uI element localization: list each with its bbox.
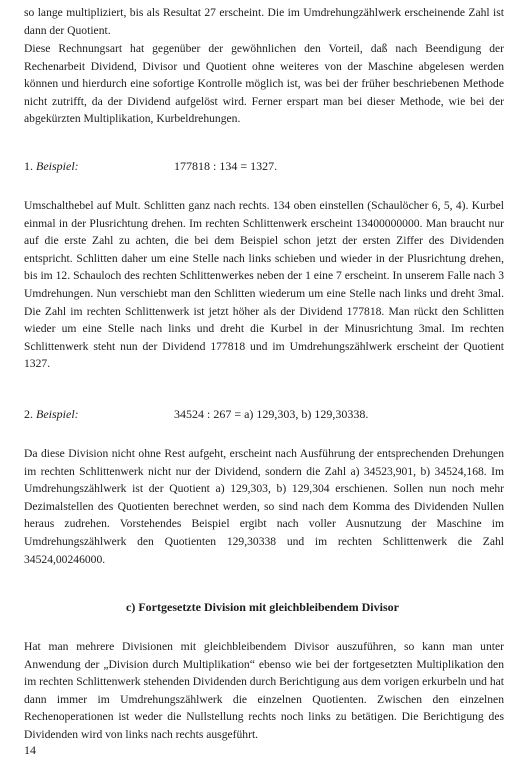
example-2-formula: 34524 : 267 = a) 129,303, b) 129,30338.: [174, 407, 369, 421]
paragraph-example-2-result: Da diese Division nicht ohne Rest aufgeht, erscheint nach Ausführung der entsprechenden Drehungen im rechten Schlittenwerk nicht nur der Dividend, sondern die Zahl a) 34523,901, b) 34524,168. Im Umdrehungszählwerk ist der Quotient a) 129,303, b) 129,304 erschienen. Sollen nun noch mehr Dezimalstellen des Quotienten berechnet werden, so sind nach dem Komma des Dividenden Nullen heraus zudrehen. Vorstehendes Beispiel ergibt nach voller Ausnutzung der Maschine im Umdrehungszählwerk den Quotienten 129,30338 und im rechten Schlittenwerk die Zahl 34524,00246000.: [24, 447, 504, 566]
page-number: 14: [24, 743, 36, 757]
example-2: [24, 405, 504, 423]
example-1-label: 1. Beispiel:: [24, 159, 79, 173]
example-2-label: 2. Beispiel:: [24, 407, 79, 421]
paragraph-advantage: Diese Rechnungsart hat gegenüber der gewöhnlichen den Vorteil, daß nach Beendigung der Rechenarbeit Dividend, Divisor und Quotient ohne weiteres von der Maschine abgelesen werden können und hierdurch eine sofortige Kontrolle möglich ist, was bei der früher beschriebenen Methode nicht zutrifft, da der Dividend aufgelöst wird. Ferner erspart man bei dieser Methode, wie bei der abgekürzten Multiplikation, Kurbeldrehungen.: [24, 42, 504, 126]
section-heading: c) Fortgesetzte Division mit gleichbleibendem Divisor: [126, 600, 399, 614]
paragraph-continued-division: Hat man mehrere Divisionen mit gleichbleibendem Divisor auszuführen, so kann man unter Anwendung der „Division durch Multiplikation“ ebenso wie bei der fortgesetzten Multiplikation den im rechten Schlittenwerk stehenden Dividenden durch Berichtigung aus dem vorigen erkurbeln und hat dann immer im Umdrehungszählwerk die einzelnen Quotienten. Zwischen den einzelnen Rechenoperationen ist weder die Nullstellung rechts noch links zu betätigen. Die Berichtigung des Dividenden wird von links nach rechts ausgeführt.: [24, 640, 504, 741]
paragraph-intro: so lange multipliziert, bis als Resultat 27 erscheint. Die im Umdrehungzählwerk erscheinende Zahl ist dann der Quotient.: [24, 6, 504, 37]
example-1-formula: 177818 : 134 = 1327.: [174, 159, 278, 173]
example-1: [24, 157, 504, 175]
paragraph-example-1-steps: Umschalthebel auf Mult. Schlitten ganz nach rechts. 134 oben einstellen (Schaulöcher 6, 5, 4). Kurbel einmal in der Plusrichtung drehen. Im rechten Schlittenwerk erscheint 13400000000. Man braucht nur auf die erste Zahl zu achten, die bei dem Beispiel schon jetzt der ersten Ziffer des Dividenden entspricht. Schlitten daher um eine Stelle nach links schieben und wieder in der Plusrichtung drehen, bis im 12. Schauloch des rechten Schlittenwerkes neben der 1 eine 7 erscheint. In unserem Falle nach 3 Umdrehungen. Nun verschiebt man den Schlitten wiederum um eine Stelle nach links und dreht 3mal. Die Zahl im rechten Schlittenwerk ist jetzt höher als der Dividend 177818. Man rückt den Schlitten wieder um eine Stelle nach links und dreht die Kurbel in der Minusrichtung 3mal. Im rechten Schlittenwerk steht nun der Dividend 177818 und im Umdrehungszählwerk erscheint der Quotient 1327.: [24, 199, 504, 371]
